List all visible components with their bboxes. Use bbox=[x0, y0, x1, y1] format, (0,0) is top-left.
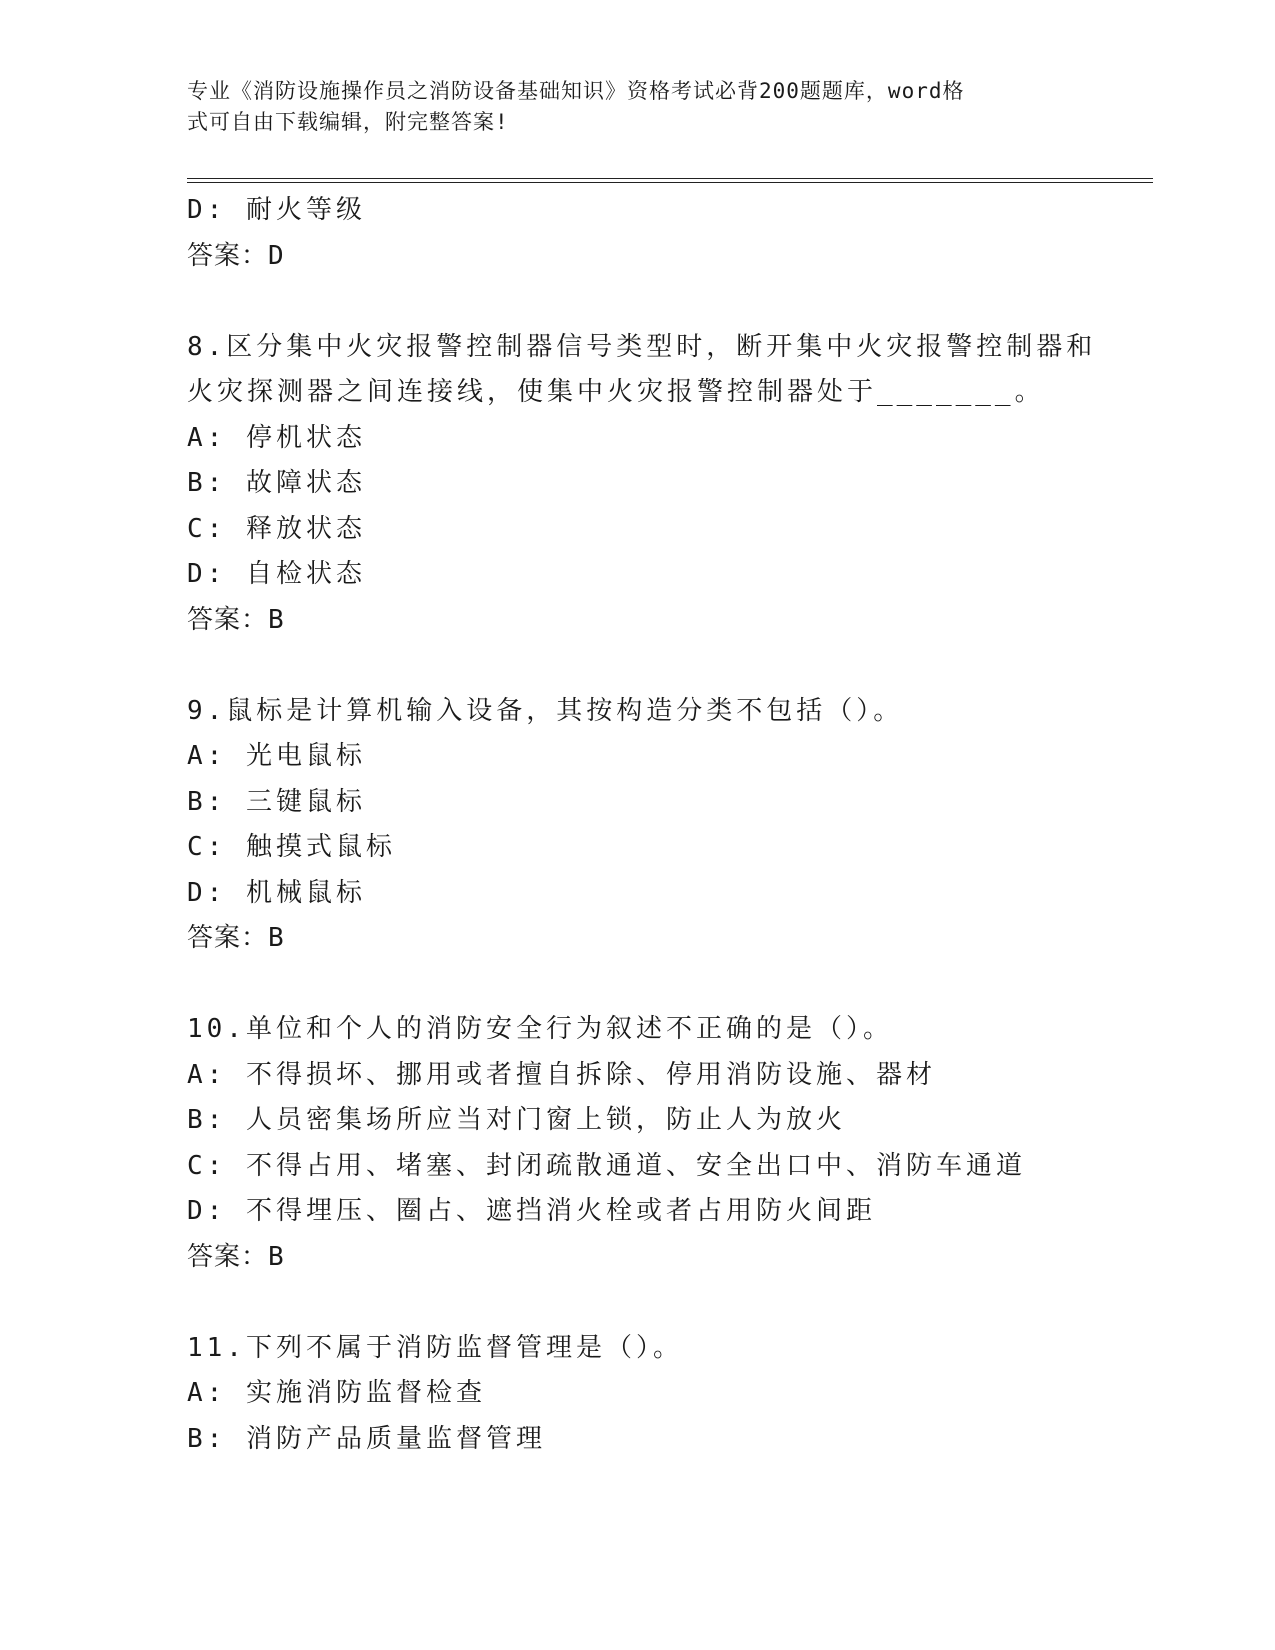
spacer bbox=[187, 643, 1087, 689]
option-a: A: 不得损坏、挪用或者擅自拆除、停用消防设施、器材 bbox=[187, 1059, 936, 1090]
option-d: D: 耐火等级 bbox=[187, 195, 366, 225]
option-d: D: 自检状态 bbox=[187, 559, 366, 589]
option-d: D: 不得埋压、圈占、遮挡消火栓或者占用防火间距 bbox=[187, 1196, 876, 1226]
question-block-9 bbox=[187, 689, 1087, 962]
answer: 答案：B bbox=[187, 604, 285, 635]
answer: 答案：B bbox=[187, 1241, 285, 1272]
question-stem: 8.区分集中火灾报警控制器信号类型时，断开集中火灾报警控制器和 bbox=[187, 331, 1097, 362]
option-a: A: 实施消防监督检查 bbox=[187, 1378, 486, 1408]
question-stem: 10.单位和个人的消防安全行为叙述不正确的是（）。 bbox=[187, 1014, 893, 1044]
question-stem-continued: 火灾探测器之间连接线，使集中火灾报警控制器处于_______。 bbox=[187, 377, 1045, 407]
question-stem: 11.下列不属于消防监督管理是（）。 bbox=[187, 1332, 683, 1363]
option-b: B: 人员密集场所应当对门窗上锁，防止人为放火 bbox=[187, 1105, 846, 1135]
option-b: B: 三键鼠标 bbox=[187, 786, 366, 817]
option-c: C: 释放状态 bbox=[187, 513, 366, 544]
question-block-7 bbox=[187, 188, 1087, 279]
header-rule-bottom bbox=[187, 182, 1153, 183]
option-b: B: 消防产品质量监督管理 bbox=[187, 1423, 546, 1454]
spacer bbox=[187, 962, 1087, 1008]
header-rule-top bbox=[187, 178, 1153, 179]
option-d: D: 机械鼠标 bbox=[187, 877, 366, 908]
option-a: A: 停机状态 bbox=[187, 422, 366, 453]
question-list bbox=[187, 188, 1097, 1462]
question-block-8 bbox=[187, 325, 1097, 644]
option-c: C: 触摸式鼠标 bbox=[187, 832, 396, 862]
option-c: C: 不得占用、堵塞、封闭疏散通道、安全出口中、消防车通道 bbox=[187, 1150, 1026, 1181]
question-stem: 9.鼠标是计算机输入设备，其按构造分类不包括（）。 bbox=[187, 695, 904, 726]
question-block-10 bbox=[187, 1007, 1087, 1280]
answer: 答案：B bbox=[187, 923, 285, 953]
spacer bbox=[187, 1280, 1087, 1326]
option-a: A: 光电鼠标 bbox=[187, 741, 366, 771]
answer: 答案：D bbox=[187, 240, 285, 271]
option-b: B: 故障状态 bbox=[187, 468, 366, 498]
header-line-1: 专业《消防设施操作员之消防设备基础知识》资格考试必背200题题库，word格 bbox=[187, 79, 965, 103]
document-header bbox=[187, 76, 1087, 138]
header-line-2: 式可自由下载编辑，附完整答案! bbox=[187, 110, 509, 134]
spacer bbox=[187, 279, 1087, 325]
question-block-11 bbox=[187, 1326, 1087, 1463]
